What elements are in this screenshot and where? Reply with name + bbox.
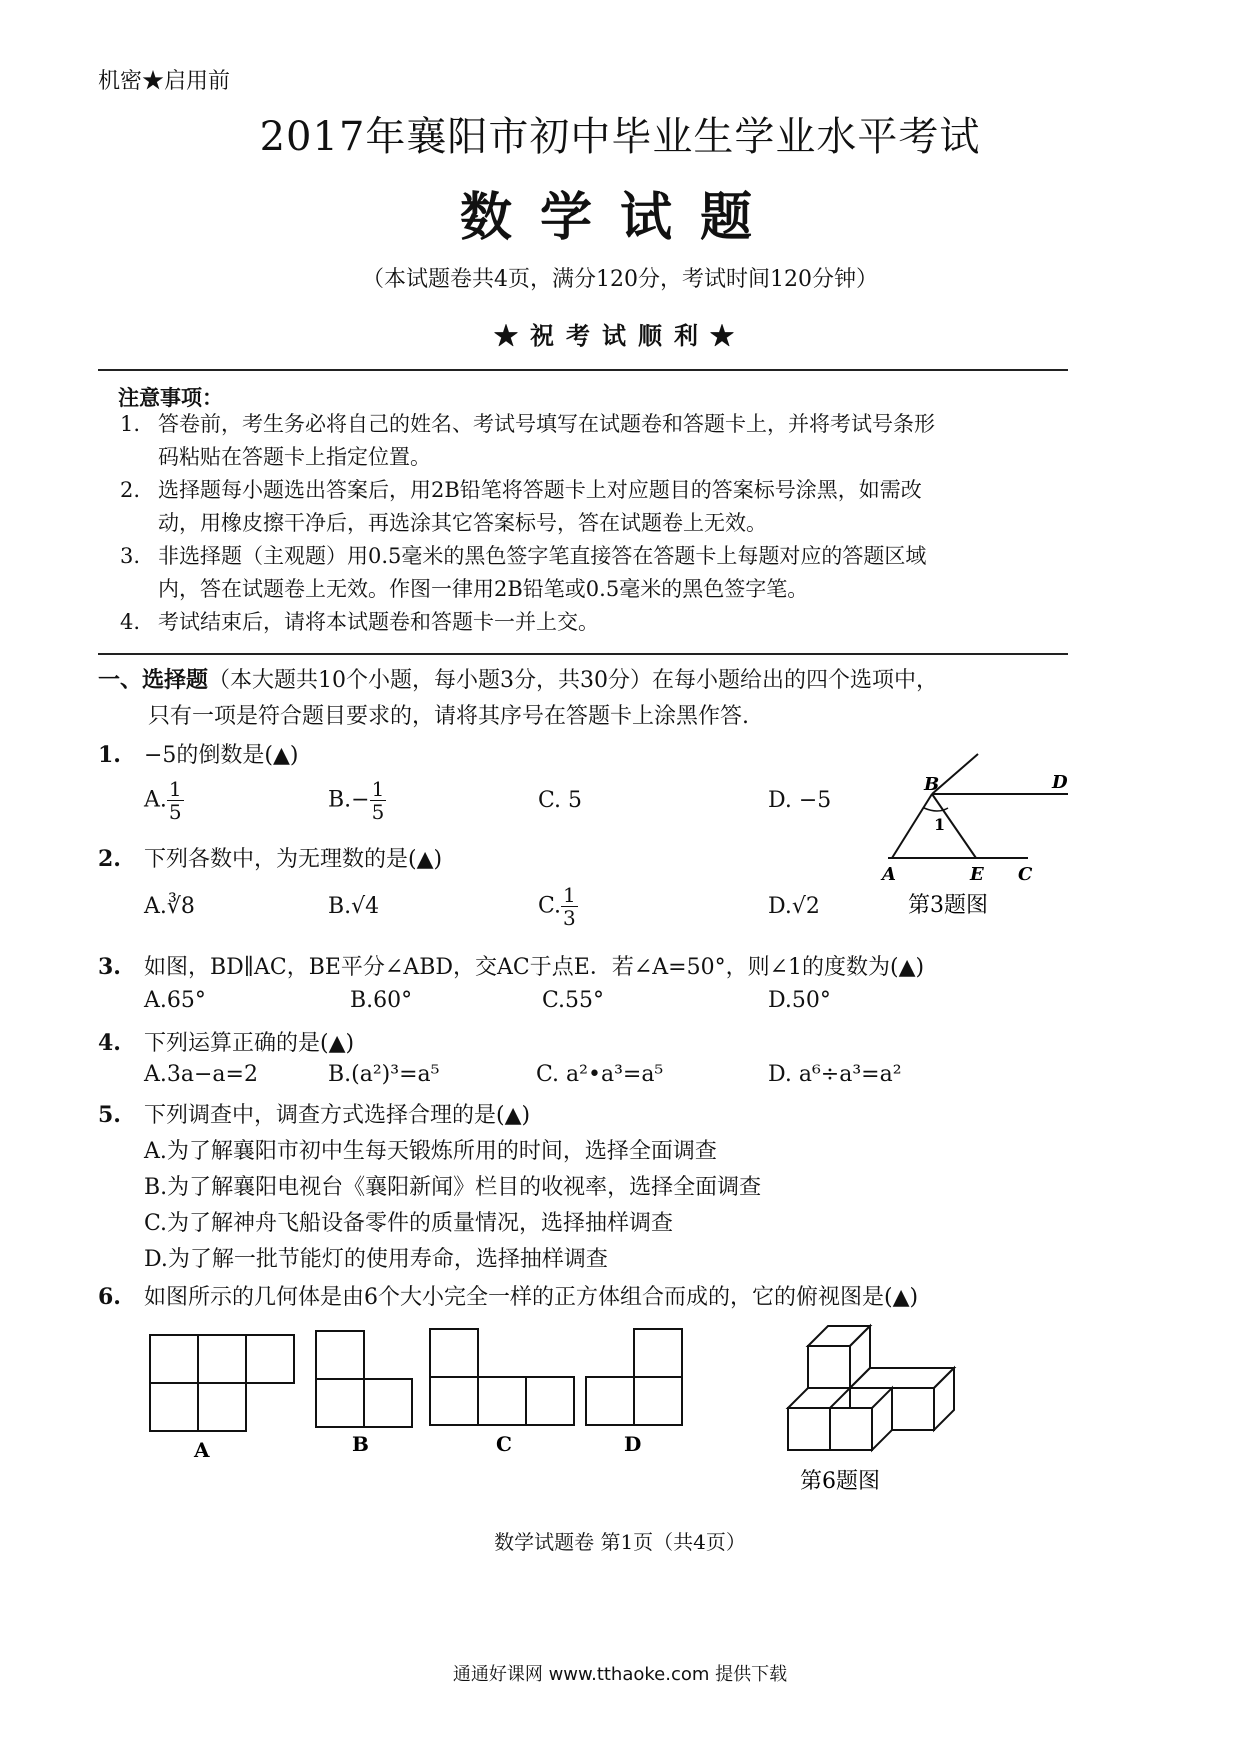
q2-option-a: A.∛8 [144,894,195,919]
q2-option-c [538,884,578,929]
notice-num: 1. [120,412,141,436]
option-label: C. [538,893,562,919]
q6-options-figure [140,1325,700,1465]
divider-bottom [98,653,1068,655]
option-label: A. [144,787,167,813]
point-b-label: B [924,774,940,795]
fraction-den: 5 [168,800,182,824]
cube-stack [788,1326,954,1450]
good-luck-line: ★祝考试顺利★ [494,321,746,350]
question-5 [98,1098,530,1129]
angle-1-label: 1 [934,815,946,834]
question-6 [98,1280,918,1311]
question-number: 3. [98,954,121,980]
option-c-shape [430,1329,574,1425]
q3-option-c: C.55° [542,988,605,1013]
fraction-den: 3 [563,906,576,930]
q4-option-d: D. a⁶÷a³=a² [768,1062,902,1087]
question-4 [98,1026,354,1057]
notice-item-2 [120,474,1070,540]
page-footer: 数学试题卷 第1页（共4页） [494,1530,746,1554]
point-e-label: E [970,864,984,885]
question-number: 6. [98,1284,121,1310]
question-stem: −5的倒数是(▲) [144,743,299,768]
question-number: 5. [98,1102,121,1128]
q5-option-b: B.为了解襄阳电视台《襄阳新闻》栏目的收视率，选择全面调查 [144,1175,762,1200]
option-a-label: A [194,1438,210,1462]
point-c-label: C [1018,864,1033,885]
question-number: 1. [98,742,121,768]
fraction [370,778,387,823]
q5-option-a: A.为了解襄阳市初中生每天锻炼所用的时间，选择全面调查 [144,1139,717,1164]
q3-option-d: D.50° [768,988,831,1013]
question-number: 4. [98,1030,121,1056]
q2-option-d: D.√2 [768,894,820,919]
exam-title: 2017年襄阳市初中毕业生学业水平考试 [259,114,981,160]
question-3 [98,950,924,981]
option-a-shape [150,1335,294,1431]
question-1 [98,738,299,769]
notice-num: 4. [120,610,141,634]
notice-num: 2. [120,478,141,502]
q1-option-d: D. −5 [768,788,832,813]
notice-text: 码粘贴在答题卡上指定位置。 [158,445,431,469]
notice-text: 动，用橡皮擦干净后，再选涂其它答案标号，答在试题卷上无效。 [158,511,767,535]
option-d-shape [586,1329,682,1425]
question-stem: 如图，BD∥AC，BE平分∠ABD，交AC于点E．若∠A=50°，则∠1的度数为(▲) [144,955,925,980]
fraction-num: 1 [168,777,182,801]
section-header [98,662,1078,735]
section-desc-2: 只有一项是符合题目要求的，请将其序号在答题卡上涂黑作答. [148,704,749,729]
q1-option-c: C. 5 [538,788,583,813]
divider-top [98,369,1068,371]
q4-option-c: C. a²•a³=a⁵ [536,1062,664,1087]
q2-option-b: B.√4 [328,894,380,919]
question-stem: 如图所示的几何体是由6个大小完全一样的正方体组合而成的，它的俯视图是(▲) [144,1285,919,1310]
notice-item-4 [120,606,1070,639]
notice-text: 考试结束后，请将本试题卷和答题卡一并上交。 [158,610,599,634]
section-desc: （本大题共10个小题，每小题3分，共30分）在每小题给出的四个选项中， [208,668,939,693]
site-credit: 通通好课网 www.tthaoke.com 提供下载 [452,1664,788,1685]
notice-item-1 [120,408,1070,474]
notice-text: 内，答在试题卷上无效。作图一律用2B铅笔或0.5毫米的黑色签字笔。 [158,577,809,601]
q1-option-a [144,778,184,823]
exam-info: （本试题卷共4页，满分120分，考试时间120分钟） [362,267,878,292]
fraction-num: 1 [371,777,385,801]
fraction [167,778,184,823]
q3-option-a: A.65° [144,988,206,1013]
notice-num: 3. [120,544,141,568]
notice-text: 选择题每小题选出答案后，用2B铅笔将答题卡上对应题目的答案标号涂黑，如需改 [158,478,922,502]
question-stem: 下列运算正确的是(▲) [144,1031,355,1056]
point-a-label: A [882,864,896,885]
fraction-den: 5 [371,800,385,824]
q4-option-b: B.(a²)³=a⁵ [328,1062,440,1087]
notice-item-3 [120,540,1070,606]
figure-3-caption: 第3题图 [908,893,988,918]
q5-option-c: C.为了解神舟飞船设备零件的质量情况，选择抽样调查 [144,1211,674,1236]
notice-heading: 注意事项： [118,385,223,410]
subject-title: 数学试题 [459,187,780,248]
question-stem: 下列各数中，为无理数的是(▲) [144,847,443,872]
option-label: B.− [328,787,370,813]
point-d-label: D [1052,772,1068,793]
confidential-label: 机密★启用前 [98,69,231,94]
notice-text: 非选择题（主观题）用0.5毫米的黑色签字笔直接答在答题卡上每题对应的答题区域 [158,544,927,568]
option-b-shape [316,1331,412,1427]
fraction [561,884,578,929]
q4-option-a: A.3a−a=2 [144,1062,258,1087]
option-d-label: D [624,1432,642,1456]
section-label: 一、选择题 [98,667,209,693]
figure-3 [880,748,1080,918]
fraction-num: 1 [563,883,576,907]
figure-6 [780,1320,1000,1500]
question-2 [98,842,442,873]
question-stem: 下列调查中，调查方式选择合理的是(▲) [144,1103,531,1128]
notice-text: 答卷前，考生务必将自己的姓名、考试号填写在试题卷和答题卡上，并将考试号条形 [158,412,935,436]
q5-option-d: D.为了解一批节能灯的使用寿命，选择抽样调查 [144,1247,608,1272]
question-number: 2. [98,846,121,872]
option-c-label: C [496,1432,512,1456]
option-b-label: B [352,1432,369,1456]
q3-option-b: B.60° [350,988,413,1013]
figure-6-caption: 第6题图 [800,1469,880,1494]
q1-option-b [328,778,386,823]
